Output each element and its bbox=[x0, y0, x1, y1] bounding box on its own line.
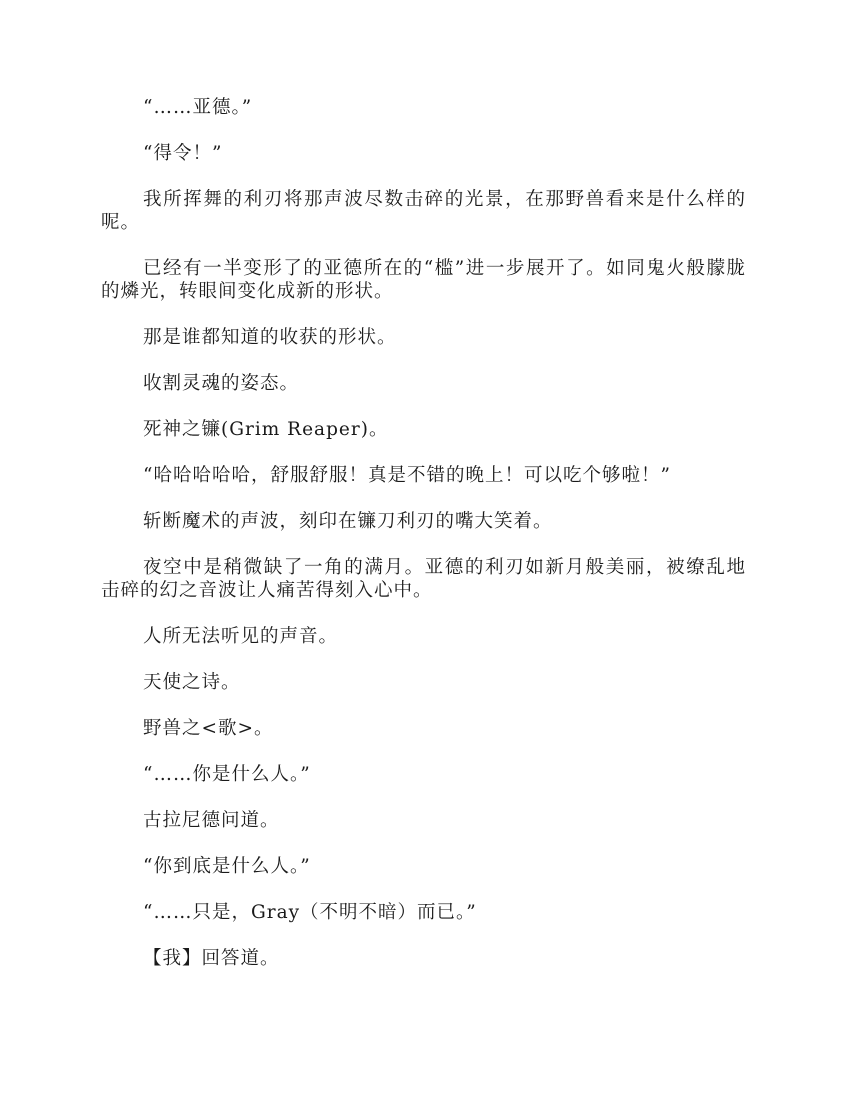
paragraph: 死神之镰(Grim Reaper)。 bbox=[143, 419, 389, 440]
paragraph: 夜空中是稍微缺了一角的满月。亚德的利刃如新月般美丽，被缭乱地击碎的幻之音波让人痛苦得刻入心中。 bbox=[101, 557, 746, 601]
paragraph: “……亚德。” bbox=[143, 97, 253, 118]
paragraph: “得令！” bbox=[143, 143, 223, 164]
document-page bbox=[101, 96, 746, 993]
paragraph: 斩断魔术的声波，刻印在镰刀利刃的嘴大笑着。 bbox=[143, 511, 553, 532]
paragraph: 古拉尼德问道。 bbox=[143, 810, 280, 831]
paragraph: 我所挥舞的利刃将那声波尽数击碎的光景，在那野兽看来是什么样的呢。 bbox=[101, 189, 746, 233]
paragraph: 收割灵魂的姿态。 bbox=[143, 373, 300, 394]
paragraph: “……你是什么人。” bbox=[143, 764, 311, 785]
paragraph: 人所无法听见的声音。 bbox=[143, 626, 339, 647]
paragraph: 【我】回答道。 bbox=[143, 948, 280, 969]
paragraph: 天使之诗。 bbox=[143, 672, 241, 693]
paragraph: 那是谁都知道的收获的形状。 bbox=[143, 327, 397, 348]
paragraph: 野兽之<歌>。 bbox=[143, 718, 274, 739]
paragraph: 已经有一半变形了的亚德所在的“槛”进一步展开了。如同鬼火般朦胧的燐光，转眼间变化成新的形状。 bbox=[101, 258, 746, 302]
paragraph: “哈哈哈哈哈，舒服舒服！真是不错的晚上！可以吃个够啦！” bbox=[143, 465, 671, 486]
paragraph: “你到底是什么人。” bbox=[143, 856, 311, 877]
paragraph: “……只是，Gray（不明不暗）而已。” bbox=[143, 902, 477, 923]
